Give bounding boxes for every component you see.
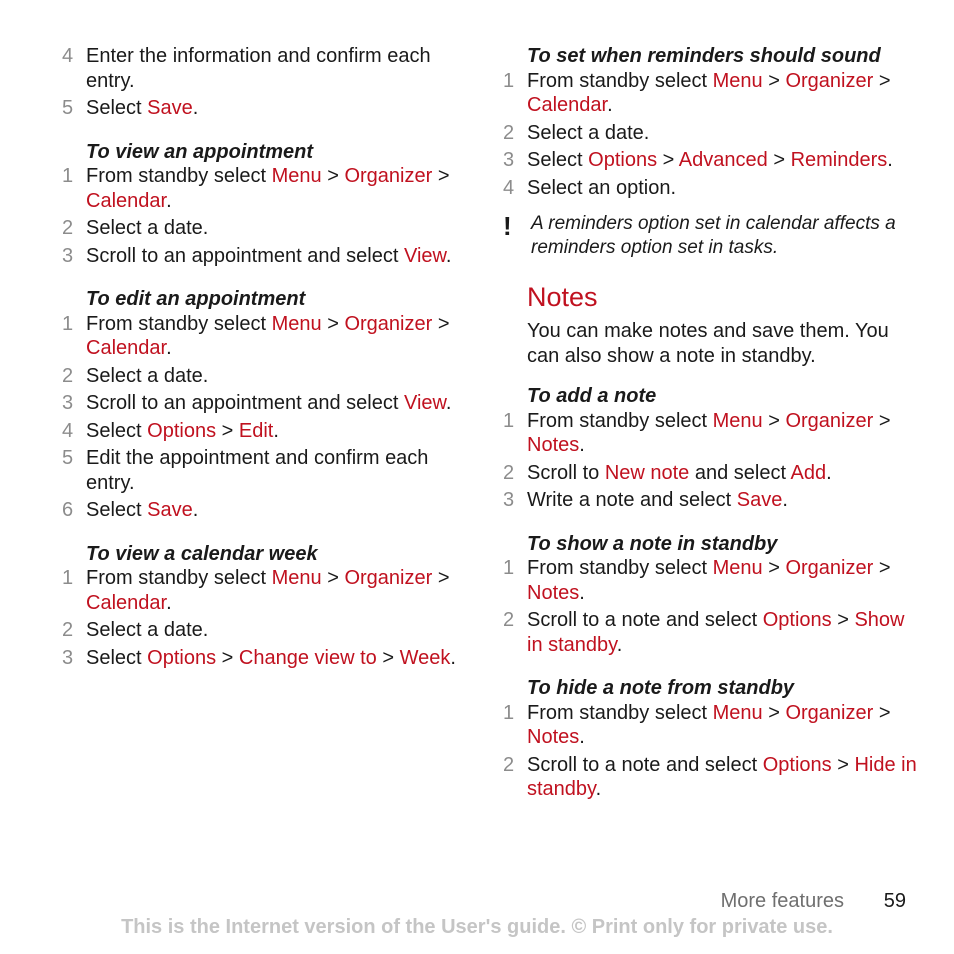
step-number: 1: [503, 557, 515, 579]
step-text: [86, 217, 208, 239]
step-text-fragment: Scroll to a note and select: [527, 753, 763, 776]
spacer: [62, 271, 472, 287]
step-text: [86, 313, 450, 360]
step-text-fragment: .: [607, 94, 613, 116]
step-text-fragment: .: [192, 97, 199, 119]
step-item: [62, 566, 472, 615]
step-text-fragment: From standby select: [527, 701, 713, 724]
menu-path-term: Organizer: [785, 557, 874, 579]
step-text-fragment: Select: [527, 149, 589, 171]
page-number: 59: [883, 890, 906, 912]
step-text-fragment: >: [432, 567, 450, 589]
menu-path-term: Organizer: [344, 165, 433, 187]
menu-path-term: Organizer: [344, 312, 433, 335]
step-item: [62, 498, 472, 523]
step-text-fragment: Enter the information and confirm each entry.: [86, 45, 431, 92]
step-number: 2: [62, 619, 74, 641]
step-text: [527, 177, 676, 199]
step-text-fragment: >: [216, 646, 239, 669]
step-text-fragment: >: [432, 312, 450, 335]
step-text-fragment: .: [166, 189, 172, 212]
spacer: [503, 516, 923, 532]
step-text: [527, 489, 788, 511]
step-item: [503, 556, 923, 605]
step-text: [527, 609, 904, 656]
step-number: 3: [62, 244, 74, 267]
step-number: 5: [62, 97, 74, 119]
step-text-fragment: and select: [689, 461, 791, 484]
step-text-fragment: >: [376, 646, 400, 669]
footer-section-name: More features: [720, 890, 844, 912]
step-text-fragment: Select: [86, 499, 148, 521]
step-text-fragment: Scroll to an appointment and select: [86, 244, 404, 267]
step-text-fragment: >: [432, 165, 450, 187]
step-text: [527, 754, 917, 801]
step-item: [62, 364, 472, 389]
step-number: 4: [62, 419, 74, 442]
step-text-fragment: >: [873, 409, 891, 432]
step-text-fragment: >: [762, 557, 786, 579]
step-number: 1: [503, 69, 515, 92]
step-text: [86, 447, 428, 494]
step-text: [527, 149, 893, 171]
step-text-fragment: Select a date.: [86, 217, 209, 239]
step-number: 2: [62, 217, 74, 239]
step-number: 2: [503, 609, 515, 631]
menu-path-term: Organizer: [785, 409, 874, 432]
menu-path-term: Save: [736, 489, 783, 511]
menu-path-term: Menu: [271, 165, 322, 187]
menu-path-term: Calendar: [527, 94, 608, 116]
menu-path-term: Menu: [712, 701, 763, 724]
menu-path-term: Menu: [712, 69, 763, 92]
menu-path-term: Menu: [712, 557, 763, 579]
step-text: [527, 410, 891, 457]
step-text-fragment: Edit the appointment and confirm each entry.: [86, 447, 429, 494]
spacer: [62, 526, 472, 542]
step-number: 4: [503, 176, 515, 199]
menu-path-term: Week: [399, 646, 451, 669]
menu-path-term: Notes: [527, 434, 580, 456]
step-item: [62, 646, 472, 671]
step-text-fragment: From standby select: [86, 567, 272, 589]
step-number: 1: [62, 567, 74, 589]
step-text: [527, 122, 649, 144]
step-text-fragment: .: [579, 434, 585, 456]
menu-path-term: Edit: [238, 419, 274, 442]
step-text-fragment: .: [166, 337, 172, 359]
step-number: 3: [503, 149, 515, 171]
step-number: 3: [503, 489, 515, 511]
step-text-fragment: From standby select: [527, 69, 713, 92]
step-text: [86, 420, 279, 442]
step-number: 1: [503, 701, 515, 724]
procedure-heading: To view an appointment: [86, 140, 314, 163]
step-number: 2: [503, 461, 515, 484]
procedure-heading: To hide a note from standby: [527, 677, 795, 699]
step-text-fragment: .: [445, 244, 452, 267]
step-text-fragment: .: [579, 581, 585, 604]
left-column: [62, 44, 472, 673]
menu-path-term: Organizer: [344, 567, 433, 589]
menu-path-term: Menu: [271, 312, 322, 335]
step-number: 2: [62, 364, 74, 387]
step-item: [62, 96, 472, 121]
step-number: 3: [62, 646, 74, 669]
menu-path-term: Menu: [712, 409, 763, 432]
spacer: [503, 660, 923, 676]
menu-path-term: Reminders: [790, 149, 888, 171]
step-item: [62, 244, 472, 269]
step-number: 1: [62, 165, 74, 187]
menu-path-term: Options: [762, 753, 832, 776]
step-text-fragment: From standby select: [527, 557, 713, 579]
step-text-fragment: >: [762, 701, 786, 724]
step-text: [527, 462, 832, 484]
step-item: [62, 312, 472, 361]
step-text-fragment: >: [762, 409, 786, 432]
step-text: [86, 499, 198, 521]
warning-note: [503, 212, 923, 259]
menu-path-term: Save: [147, 499, 193, 521]
step-item: [62, 216, 472, 241]
step-text-fragment: From standby select: [86, 165, 272, 187]
step-text-fragment: Select a date.: [86, 364, 209, 387]
step-text: [86, 365, 208, 387]
note-text: A reminders option set in calendar affects a reminders option set in tasks.: [531, 213, 896, 258]
step-number: 3: [62, 392, 74, 414]
step-item: [62, 391, 472, 416]
step-item: [503, 409, 923, 458]
step-text-fragment: Select: [86, 97, 148, 119]
step-text-fragment: .: [273, 419, 279, 442]
menu-path-term: New note: [604, 461, 690, 484]
step-text-fragment: Select: [86, 419, 148, 442]
step-text-fragment: >: [216, 419, 239, 442]
step-text-fragment: From standby select: [86, 312, 272, 335]
step-text: [527, 70, 891, 117]
menu-path-term: Change view to: [238, 646, 377, 669]
menu-path-term: Organizer: [785, 69, 874, 92]
step-text-fragment: .: [782, 489, 788, 511]
step-text-fragment: From standby select: [527, 409, 713, 432]
step-text-fragment: .: [579, 726, 585, 748]
right-column: [503, 44, 923, 805]
step-text: [86, 165, 450, 212]
step-text-fragment: .: [595, 778, 602, 800]
step-item: [503, 701, 923, 750]
step-text-fragment: >: [831, 753, 855, 776]
menu-path-term: Notes: [527, 581, 580, 604]
step-item: [62, 618, 472, 643]
menu-path-term: Calendar: [86, 337, 167, 359]
step-text-fragment: >: [657, 149, 679, 171]
menu-path-term: Calendar: [86, 189, 167, 212]
step-text-fragment: Select: [86, 646, 148, 669]
step-text-fragment: .: [166, 591, 172, 614]
step-text-fragment: Scroll to: [527, 461, 605, 484]
step-item: [503, 461, 923, 486]
step-text: [86, 567, 450, 614]
intro-paragraph: You can make notes and save them. You can also show a note in standby.: [527, 320, 889, 367]
menu-path-term: Notes: [527, 726, 580, 748]
exclamation-icon: !: [503, 211, 512, 241]
step-text-fragment: Write a note and select: [527, 489, 737, 511]
step-text-fragment: .: [445, 392, 452, 414]
menu-path-term: Hide in standby: [527, 753, 917, 800]
step-text-fragment: >: [321, 567, 345, 589]
step-text-fragment: .: [192, 499, 199, 521]
step-item: [503, 69, 923, 118]
step-item: [62, 419, 472, 444]
step-item: [503, 753, 923, 802]
step-text-fragment: >: [321, 165, 345, 187]
procedure-heading: To edit an appointment: [86, 288, 306, 310]
step-number: 2: [503, 121, 515, 144]
step-text-fragment: >: [762, 69, 786, 92]
step-number: 6: [62, 499, 74, 521]
procedure-heading: To show a note in standby: [527, 532, 778, 555]
menu-path-term: Menu: [271, 567, 322, 589]
menu-path-term: Organizer: [785, 701, 874, 724]
step-text-fragment: Scroll to an appointment and select: [86, 392, 404, 414]
step-text-fragment: .: [616, 633, 623, 656]
step-text-fragment: >: [873, 557, 891, 579]
step-text-fragment: Scroll to a note and select: [527, 609, 763, 631]
footer-notice: This is the Internet version of the User's guide. © Print only for private use.: [121, 916, 833, 938]
step-text: [86, 45, 431, 92]
procedure-heading: To set when reminders should sound: [527, 45, 881, 67]
menu-path-term: Show in standby: [527, 609, 905, 656]
menu-path-term: Options: [588, 149, 658, 171]
spacer: [503, 368, 923, 384]
step-text: [527, 557, 891, 604]
step-item: [62, 446, 472, 495]
step-text-fragment: .: [826, 461, 832, 484]
menu-path-term: Options: [147, 419, 217, 442]
step-item: [62, 44, 472, 93]
step-text: [86, 647, 456, 669]
step-text: [527, 702, 891, 749]
step-number: 4: [62, 45, 74, 67]
step-text-fragment: .: [450, 646, 456, 669]
step-text-fragment: Select an option.: [527, 176, 676, 199]
step-text: [86, 619, 208, 641]
section-title: Notes: [527, 282, 598, 312]
step-text: [86, 245, 451, 267]
step-item: [62, 164, 472, 213]
step-text-fragment: >: [767, 149, 791, 171]
step-number: 2: [503, 753, 515, 776]
menu-path-term: Save: [147, 97, 193, 119]
step-number: 1: [503, 409, 515, 432]
menu-path-term: Add: [790, 461, 827, 484]
menu-path-term: View: [403, 392, 446, 414]
step-text-fragment: .: [887, 149, 893, 171]
step-number: 5: [62, 447, 74, 469]
step-text-fragment: >: [873, 69, 891, 92]
step-item: [503, 148, 923, 173]
step-item: [503, 176, 923, 201]
menu-path-term: Calendar: [86, 591, 167, 614]
step-text-fragment: >: [831, 609, 855, 631]
step-text: [86, 97, 198, 119]
step-number: 1: [62, 312, 74, 335]
step-text: [86, 392, 451, 414]
step-text-fragment: Select a date.: [86, 619, 209, 641]
step-item: [503, 121, 923, 146]
menu-path-term: View: [403, 244, 446, 267]
step-text-fragment: >: [873, 701, 891, 724]
step-text-fragment: >: [321, 312, 345, 335]
step-item: [503, 608, 923, 657]
spacer: [62, 124, 472, 140]
procedure-heading: To add a note: [527, 385, 657, 407]
menu-path-term: Advanced: [678, 149, 768, 171]
menu-path-term: Options: [147, 646, 217, 669]
menu-path-term: Options: [762, 609, 832, 631]
step-item: [503, 488, 923, 513]
procedure-heading: To view a calendar week: [86, 542, 318, 565]
step-text-fragment: Select a date.: [527, 121, 650, 144]
